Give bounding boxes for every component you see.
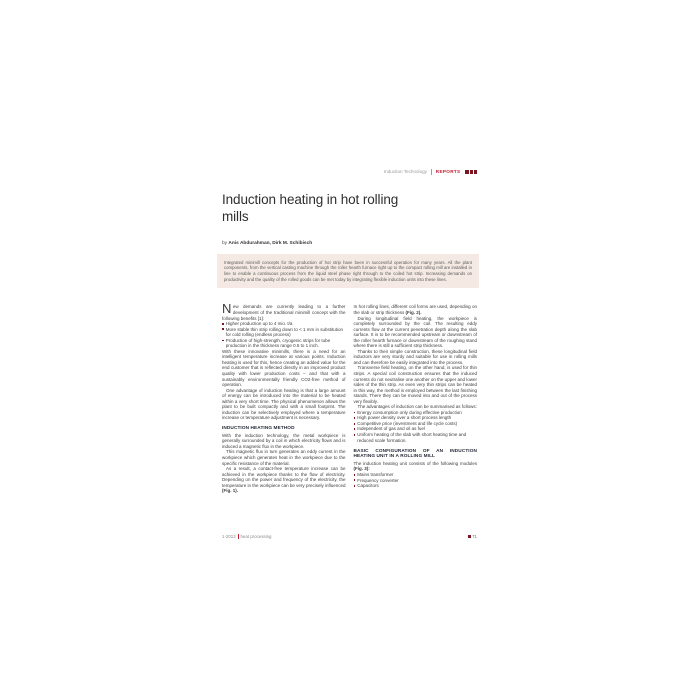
figure-reference: (Fig. 3): [353, 466, 370, 472]
page-header [217, 169, 477, 175]
paragraph: The advantages of induction can be summarised as follows: [357, 404, 477, 410]
list-item-label: Capacitors [357, 483, 379, 489]
bullet-square-icon [354, 485, 356, 487]
list-item-label: Higher production up to 4 mio. t/a [225, 321, 293, 327]
bullet-square-icon [354, 412, 356, 414]
bullet-square-icon [354, 423, 356, 425]
list-item-label: Independent of gas and oil as fuel [357, 426, 425, 432]
list-item-label: More stable thin strip rolling down to < 1 mm in substitution for cold rolling (endless process) [225, 326, 343, 338]
footer-journal-name: heat processing [240, 534, 272, 539]
header-section-label: REPORTS [435, 169, 461, 174]
bullet-square-icon [354, 474, 356, 476]
paragraph: This magnetic flux in turn generates an eddy current in the workpiece which generates heat in the workpiece due to the specific resistance of the material. [222, 449, 346, 466]
list-item [222, 327, 346, 338]
bullet-square-icon [354, 417, 356, 419]
bullet-square-icon [222, 340, 224, 342]
paragraph: Transverse field heating, on the other hand, is used for thin strips. A special coil construction ensures that the induced currents do not neutralise one another on the upper and lower sides of the thin strip. As even very thin strips can be heated in this way, the method is employed between the last finishing stands. There they can be moved into and out of the process very flexibly. [353, 365, 477, 404]
bullet-square-icon [222, 328, 224, 330]
header-category-label: Induction Technology [383, 169, 427, 174]
paragraph: With the induction technology, the metal workpiece is generally surrounded by a coil in which electricity flows and is induced a magnetic flux in the workpiece. [222, 432, 346, 449]
list-item [354, 432, 478, 443]
list-item-label: Frequency converter [357, 477, 399, 483]
paragraph: During longitudinal field heating, the workpiece is completely surrounded by the coil. The resulting eddy currents flow at the current penetration depth along the slab surface. It is to be recommended upstream or downstream of the roller hearth furnace or downstream of the roughing stand where there is still a sufficient strip thickness. [353, 315, 477, 349]
paragraph: With these innovative minimills, there is a need for an intelligent temperature increase at various points. Induction heating is used for this, hence creating an added value for the end customer that is reflected directly in an improved product quality with lower production costs – and that with a sustainably environmentally friendly CO2-free method of operation. [222, 348, 346, 388]
paragraph [354, 461, 478, 472]
paragraph: Thanks to their simple construction, these longitudinal field inductors are very sturdy and suitable for use in rolling mills and can therefore be easily integrated into the process. [353, 348, 477, 365]
section-heading-basic-configuration: BASIC CONFIGURATION OF AN INDUCTION HEATING UNIT IN A ROLLING MILL [353, 447, 477, 459]
right-column [354, 304, 478, 493]
list-item-label: Mains transformer [357, 471, 394, 477]
page-number [468, 534, 477, 539]
list-item [222, 338, 346, 349]
section-heading-induction-method: INDUCTION HEATING METHOD [222, 425, 295, 431]
paragraph [354, 304, 478, 315]
footer-divider [238, 534, 239, 539]
byline-authors: Anis Abdurahman, Dirk M. Schibisch [228, 240, 313, 246]
bullet-square-icon [354, 428, 356, 430]
article-page [217, 160, 479, 546]
paragraph [222, 466, 346, 494]
list-item-label: Uniform heating of the slab with short heating time and reduced scale formation. [357, 431, 467, 443]
bullet-square-icon [354, 434, 356, 436]
bullet-square-icon [354, 479, 356, 481]
paragraph-text: In hot rolling lines, different coil forms are used, depending on the slab or strip thickness [353, 304, 477, 315]
list-item-label: Competitive price (investment and life cycle costs) [357, 420, 458, 426]
page-number-value: 71 [472, 534, 477, 539]
footer-issue: 1-2013 [222, 534, 236, 539]
page-footer [222, 534, 477, 539]
header-squares-icon [465, 170, 477, 173]
list-item [354, 483, 478, 489]
abstract-box: Integrated minimill concepts for the production of hot strip have been in successful operation for many years. All the plant components, from the vertical casting machine through the roller hearth furnace right up to the compact rolling mill are installed in line to enable a continuous process from the liquid steel phase right through to the coiled hot strip. Increasing demands on productivity and the quality of the rolled goods can be met today by integrating flexible induction units into these lines. [217, 254, 479, 289]
page-number-square-icon [468, 535, 471, 538]
byline-prefix: by [222, 240, 229, 246]
header-divider [431, 169, 432, 175]
body-columns [222, 301, 477, 494]
figure-reference: (Fig. 2). [405, 309, 422, 315]
list-item-label: Production of high-strength, cryogenic strips for tube production in the thickness range 0.5 to 1 inch. [225, 337, 331, 349]
paragraph-intro [222, 301, 346, 321]
paragraph: One advantage of induction heating is that a large amount of energy can be introduced into the material to be heated within a very short time. The physical phenomenon allows the plant to be built compactly and with a small footprint. The induction can be selectively employed where a temperature increase or temperature adjustment is necessary. [222, 387, 346, 421]
dropcap: N [222, 301, 232, 317]
paragraph-text: As a result, a contact-free temperature increase can be achieved in the workpiece thanks to the flow of electricity. Depending on the power and frequency of the electricity, the temperature in the workpiece can be very precisely influenced [222, 466, 346, 488]
left-column [222, 301, 346, 494]
figure-reference: (Fig. 1). [222, 488, 238, 494]
paragraph-intro-text: ew demands are currently leading to a further development of the traditional minimill concept with the following benefits [1]: [222, 304, 346, 321]
list-item-label: High power density over a short process length [357, 415, 452, 421]
footer-journal-info [222, 534, 271, 539]
byline [222, 241, 479, 246]
article-title: Induction heating in hot rolling mills [222, 192, 399, 224]
bullet-square-icon [222, 323, 224, 325]
paragraph-text: The induction heating unit consists of the following modules [353, 460, 477, 466]
list-item-label: Energy consumption only during effective production [357, 409, 462, 415]
